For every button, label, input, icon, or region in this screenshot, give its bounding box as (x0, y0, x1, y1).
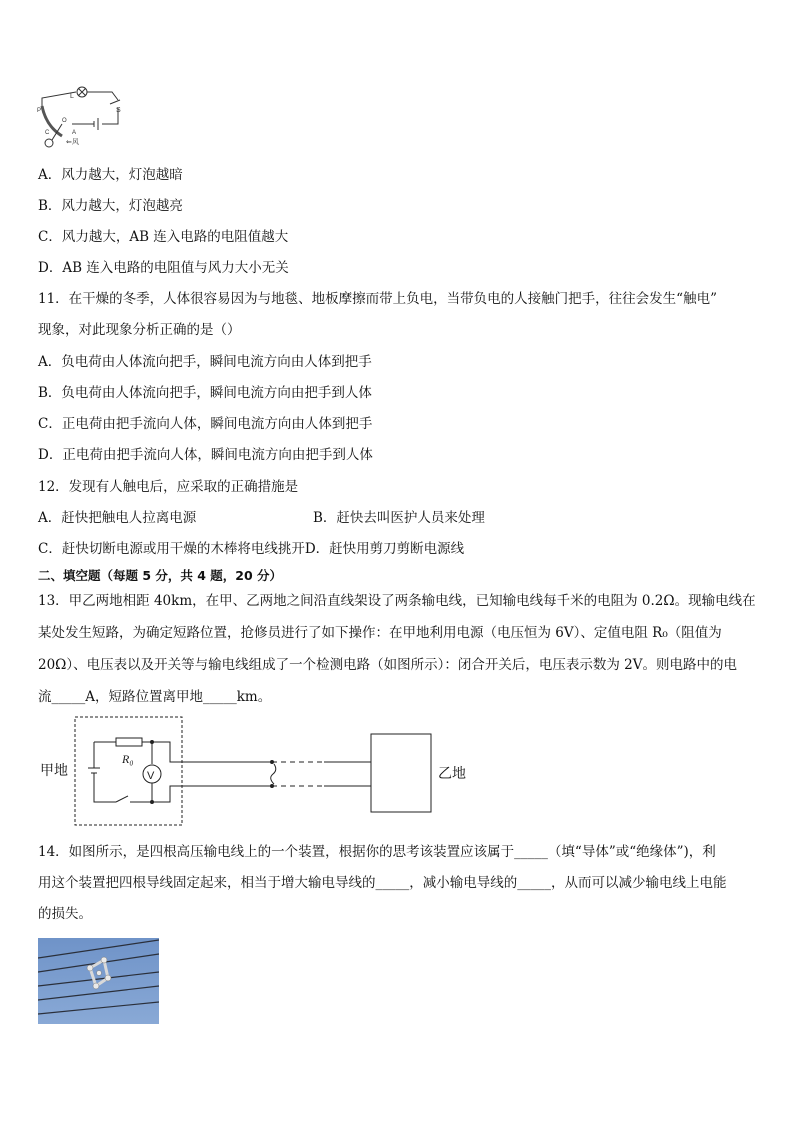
q13-resistor-label: R₀ (122, 752, 134, 766)
q13-stem-line-4: 流_____A，短路位置离甲地_____km。 (38, 689, 272, 705)
q13-circuit-figure (74, 716, 436, 828)
q14-spacer-photo (38, 938, 159, 1024)
q10-label-o: O (62, 118, 67, 124)
q10-option-c: C．风力越大，AB 连入电路的电阻值越大 (38, 229, 289, 245)
q13-label-jia: 甲地 (40, 763, 68, 779)
q11-stem-line-2: 现象，对此现象分析正确的是（） (38, 322, 241, 338)
q10-label-a: A (72, 130, 77, 136)
q13-stem-line-2: 某处发生短路，为确定短路位置，抢修员进行了如下操作：在甲地利用电源（电压恒为 6V）、定值电阻 R₀（阻值为 (38, 625, 722, 641)
q10-label-l: L (70, 93, 74, 100)
q10-option-b: B．风力越大，灯泡越亮 (38, 198, 183, 214)
q12-option-cd: C．赶快切断电源或用干燥的木棒将电线挑开D．赶快用剪刀剪断电源线 (38, 541, 465, 557)
q14-stem-line-1: 14．如图所示，是四根高压输电线上的一个装置，根据你的思考该装置应该属于_____（填“导体”或“绝缘体”)，利 (38, 844, 716, 860)
q10-label-s: S (116, 107, 121, 114)
q14-stem-line-2: 用这个装置把四根导线固定起来，相当于增大输电导线的_____，减小输电导线的_____，从而可以减少输电线上电能 (38, 875, 727, 891)
q12-stem: 12．发现有人触电后，应采取的正确措施是 (38, 479, 299, 495)
q13-stem-line-3: 20Ω）、电压表以及开关等与输电线组成了一个检测电路（如图所示）：闭合开关后，电压表示数为 2V。则电路中的电 (38, 657, 737, 673)
q10-label-p: P (37, 108, 42, 114)
q14-stem-line-3: 的损失。 (38, 906, 92, 922)
q10-label-wind: ⇐风 (66, 138, 79, 146)
q13-stem-line-1: 13．甲乙两地相距 40km，在甲、乙两地之间沿直线架设了两条输电线，已知输电线每千米的电阻为 0.2Ω。现输电线在 (38, 593, 756, 609)
q10-option-d: D．AB 连入电路的电阻值与风力大小无关 (38, 260, 289, 276)
q10-option-a: A．风力越大，灯泡越暗 (38, 167, 183, 183)
q12-option-a: A．赶快把触电人拉离电源 (38, 510, 197, 526)
q13-voltmeter-label: V (147, 770, 155, 782)
q11-option-d: D．正电荷由把手流向人体，瞬间电流方向由把手到人体 (38, 447, 373, 463)
q11-option-a: A．负电荷由人体流向把手，瞬间电流方向由人体到把手 (38, 354, 372, 370)
q11-stem-line-1: 11．在干燥的冬季，人体很容易因为与地毯、地板摩擦而带上负电，当带负电的人接触门把手，往往会发生“触电” (38, 291, 717, 307)
q13-label-yi: 乙地 (438, 766, 466, 782)
q12-option-b: B．赶快去叫医护人员来处理 (313, 510, 485, 526)
q11-option-c: C．正电荷由把手流向人体，瞬间电流方向由人体到把手 (38, 416, 373, 432)
section-heading-fill-in: 二、填空题（每题 5 分，共 4 题，20 分） (38, 568, 283, 583)
q10-label-c: C (45, 130, 50, 136)
q10-circuit-figure (36, 84, 126, 152)
q11-option-b: B．负电荷由人体流向把手，瞬间电流方向由把手到人体 (38, 385, 372, 401)
